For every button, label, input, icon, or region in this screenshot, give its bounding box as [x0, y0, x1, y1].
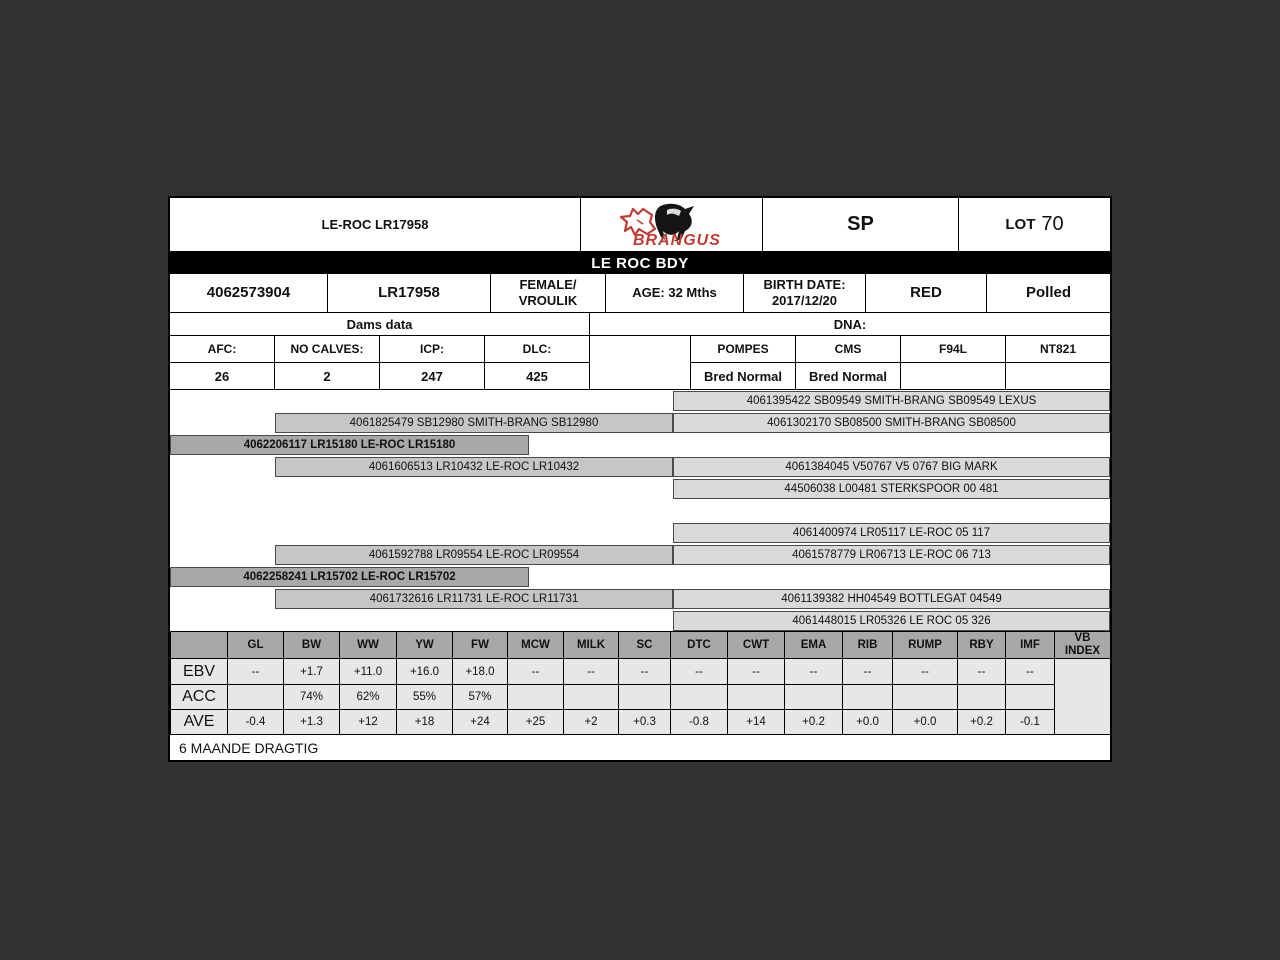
- pedigree-dam-sire-dam: 4061578779 LR06713 LE-ROC 06 713: [673, 545, 1110, 565]
- logo-cell: [581, 198, 763, 251]
- pregnancy-note: 6 MAANDE DRAGTIG: [179, 739, 319, 756]
- col-header-dtc: DTC: [671, 632, 728, 659]
- vb-index-line2: INDEX: [1064, 645, 1101, 657]
- ebv-imf: --: [1006, 659, 1055, 685]
- dlc-label: DLC:: [485, 336, 589, 362]
- ave-milk: +2: [564, 710, 619, 735]
- ebv-corner-cell: [171, 632, 228, 659]
- acc-ema: [785, 685, 843, 710]
- pedigree-section: [170, 390, 1110, 631]
- ave-cwt: +14: [728, 710, 785, 735]
- acc-rump: [893, 685, 958, 710]
- registration-number: 4062573904: [206, 283, 291, 301]
- birth-date-label: BIRTH DATE:: [763, 276, 846, 292]
- poll-status: Polled: [1025, 283, 1071, 301]
- dams-dna-section: [170, 313, 1110, 390]
- animal-info-row: [170, 274, 1110, 313]
- ave-rby: +0.2: [958, 710, 1006, 735]
- poll-status-cell: [987, 274, 1110, 312]
- ave-yw: +18: [397, 710, 453, 735]
- ave-fw: +24: [453, 710, 508, 735]
- pedigree-sire-dam: 4061606513 LR10432 LE-ROC LR10432: [275, 457, 673, 477]
- pedigree-sire-sire-dam: 4061302170 SB08500 SMITH-BRANG SB08500: [673, 413, 1110, 433]
- sex-english: FEMALE/: [519, 276, 577, 292]
- pedigree-dam-dam: 4061732616 LR11731 LE-ROC LR11731: [275, 589, 673, 609]
- lot-cell: [959, 198, 1110, 251]
- icp-value: 247: [380, 363, 484, 389]
- col-header-mcw: MCW: [508, 632, 564, 659]
- col-header-sc: SC: [619, 632, 671, 659]
- animal-name-cell: [170, 198, 581, 251]
- colour-cell: [866, 274, 987, 312]
- ebv-header-row: [171, 632, 1111, 659]
- birth-date-value: 2017/12/20: [771, 293, 838, 308]
- ebv-bw: +1.7: [284, 659, 340, 685]
- col-header-bw: BW: [284, 632, 340, 659]
- acc-ww: 62%: [340, 685, 397, 710]
- ave-values-row: [171, 710, 1111, 735]
- ebv-row-label: EBV: [171, 659, 228, 685]
- society-code-cell: [763, 198, 959, 251]
- ebv-table: [170, 631, 1111, 735]
- pedigree-row: [170, 544, 1110, 566]
- acc-rib: [843, 685, 893, 710]
- ebv-sc: --: [619, 659, 671, 685]
- tag-number: LR17958: [378, 283, 440, 301]
- footer-note-row: [170, 735, 1110, 760]
- pedigree-dam-sire-sire: 4061400974 LR05117 LE-ROC 05 117: [673, 523, 1110, 543]
- age-value: AGE: 32 Mths: [632, 284, 717, 300]
- ebv-dtc: --: [671, 659, 728, 685]
- afc-label: AFC:: [170, 336, 274, 362]
- ave-bw: +1.3: [284, 710, 340, 735]
- brangus-logo-text: BRANGUS: [632, 231, 721, 248]
- ave-ww: +12: [340, 710, 397, 735]
- pedigree-dam: 4062258241 LR15702 LE-ROC LR15702: [170, 567, 529, 587]
- ebv-ema: --: [785, 659, 843, 685]
- ebv-fw: +18.0: [453, 659, 508, 685]
- pedigree-gap-row: [170, 500, 1110, 522]
- pedigree-dam-sire: 4061592788 LR09554 LE-ROC LR09554: [275, 545, 673, 565]
- sex-afrikaans: VROULIK: [518, 293, 578, 308]
- ave-rib: +0.0: [843, 710, 893, 735]
- pedigree-sire-sire: 4061825479 SB12980 SMITH-BRANG SB12980: [275, 413, 673, 433]
- tag-number-cell: [328, 274, 491, 312]
- breeder-title-bar: [170, 252, 1110, 274]
- cms-label: CMS: [796, 336, 900, 362]
- col-header-imf: IMF: [1006, 632, 1055, 659]
- col-header-rib: RIB: [843, 632, 893, 659]
- pompes-label: POMPES: [691, 336, 795, 362]
- pedigree-dam-dam-sire: 4061139382 HH04549 BOTTLEGAT 04549: [673, 589, 1110, 609]
- pedigree-sire-dam-sire: 4061384045 V50767 V5 0767 BIG MARK: [673, 457, 1110, 477]
- dlc-value: 425: [485, 363, 589, 389]
- dna-spacer-cell: [590, 336, 690, 389]
- no-calves-value: 2: [275, 363, 379, 389]
- dams-data-header: Dams data: [170, 313, 589, 335]
- nt821-label: NT821: [1006, 336, 1110, 362]
- col-header-vb-index: [1055, 632, 1111, 659]
- acc-yw: 55%: [397, 685, 453, 710]
- acc-row-label: ACC: [171, 685, 228, 710]
- f94l-label: F94L: [901, 336, 1005, 362]
- colour-value: RED: [910, 283, 942, 301]
- col-header-rby: RBY: [958, 632, 1006, 659]
- ebv-ww: +11.0: [340, 659, 397, 685]
- acc-fw: 57%: [453, 685, 508, 710]
- dna-header: DNA:: [590, 313, 1110, 335]
- animal-record-card: [168, 196, 1112, 762]
- ebv-rib: --: [843, 659, 893, 685]
- animal-name: LE-ROC LR17958: [321, 217, 429, 232]
- card-header: [170, 198, 1110, 252]
- acc-values-row: [171, 685, 1111, 710]
- ave-sc: +0.3: [619, 710, 671, 735]
- ebv-milk: --: [564, 659, 619, 685]
- vb-index-value-cell: [1055, 659, 1111, 735]
- pedigree-row: [170, 566, 1110, 588]
- acc-milk: [564, 685, 619, 710]
- ebv-yw: +16.0: [397, 659, 453, 685]
- ebv-rby: --: [958, 659, 1006, 685]
- pedigree-sire-sire-sire: 4061395422 SB09549 SMITH-BRANG SB09549 LEXUS: [673, 391, 1110, 411]
- ave-gl: -0.4: [228, 710, 284, 735]
- acc-dtc: [671, 685, 728, 710]
- acc-bw: 74%: [284, 685, 340, 710]
- lot-label: LOT: [1005, 216, 1036, 233]
- pedigree-row: [170, 434, 1110, 456]
- pedigree-row: [170, 456, 1110, 478]
- nt821-value: [1006, 363, 1110, 389]
- ebv-rump: --: [893, 659, 958, 685]
- ave-rump: +0.0: [893, 710, 958, 735]
- lot-number: 70: [1041, 213, 1064, 235]
- acc-gl: [228, 685, 284, 710]
- ave-imf: -0.1: [1006, 710, 1055, 735]
- ebv-cwt: --: [728, 659, 785, 685]
- acc-rby: [958, 685, 1006, 710]
- acc-mcw: [508, 685, 564, 710]
- afc-value: 26: [170, 363, 274, 389]
- col-header-rump: RUMP: [893, 632, 958, 659]
- ave-row-label: AVE: [171, 710, 228, 735]
- col-header-milk: MILK: [564, 632, 619, 659]
- ave-dtc: -0.8: [671, 710, 728, 735]
- f94l-value: [901, 363, 1005, 389]
- col-header-yw: YW: [397, 632, 453, 659]
- icp-label: ICP:: [380, 336, 484, 362]
- pompes-value: Bred Normal: [691, 363, 795, 389]
- breeder-name: LE ROC BDY: [591, 254, 689, 272]
- ebv-mcw: --: [508, 659, 564, 685]
- sex-cell: [491, 274, 606, 312]
- no-calves-label: NO CALVES:: [275, 336, 379, 362]
- ebv-values-row: [171, 659, 1111, 685]
- pedigree-row: [170, 522, 1110, 544]
- society-code: SP: [847, 213, 874, 235]
- col-header-cwt: CWT: [728, 632, 785, 659]
- birth-date-cell: [744, 274, 866, 312]
- catalog-page: [168, 196, 1112, 762]
- col-header-gl: GL: [228, 632, 284, 659]
- ebv-gl: --: [228, 659, 284, 685]
- pedigree-sire: 4062206117 LR15180 LE-ROC LR15180: [170, 435, 529, 455]
- pedigree-row: [170, 412, 1110, 434]
- ave-mcw: +25: [508, 710, 564, 735]
- vb-index-line1: VB: [1074, 632, 1091, 645]
- pedigree-row: [170, 610, 1110, 632]
- pedigree-dam-dam-dam: 4061448015 LR05326 LE ROC 05 326: [673, 611, 1110, 631]
- registration-number-cell: [170, 274, 328, 312]
- col-header-ww: WW: [340, 632, 397, 659]
- col-header-fw: FW: [453, 632, 508, 659]
- col-header-ema: EMA: [785, 632, 843, 659]
- acc-sc: [619, 685, 671, 710]
- pedigree-row: [170, 478, 1110, 500]
- acc-imf: [1006, 685, 1055, 710]
- ave-ema: +0.2: [785, 710, 843, 735]
- pedigree-row: [170, 390, 1110, 412]
- cms-value: Bred Normal: [796, 363, 900, 389]
- age-cell: [606, 274, 744, 312]
- acc-cwt: [728, 685, 785, 710]
- pedigree-sire-dam-dam: 44506038 L00481 STERKSPOOR 00 481: [673, 479, 1110, 499]
- brangus-logo: [597, 202, 747, 248]
- pedigree-row: [170, 588, 1110, 610]
